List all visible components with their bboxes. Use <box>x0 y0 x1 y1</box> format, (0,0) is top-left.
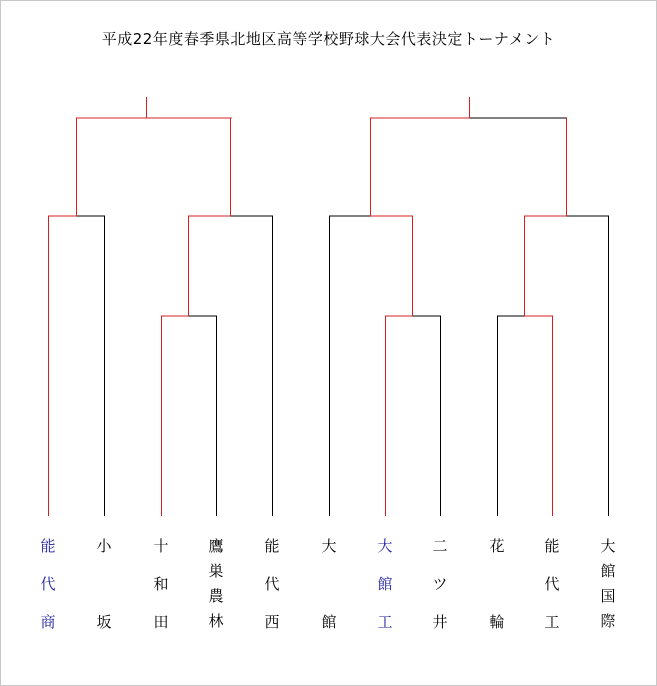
winner-path <box>371 216 413 316</box>
match-line <box>567 216 609 516</box>
match-line <box>77 216 105 516</box>
winner-path <box>386 316 413 516</box>
team-name-char: 林 <box>208 612 224 630</box>
team-name-char: 坂 <box>96 613 112 631</box>
team-name-char: 館 <box>377 575 393 593</box>
winner-path <box>49 216 77 516</box>
match-line <box>162 316 217 516</box>
team-name-char: 西 <box>264 613 280 631</box>
team-name-char: 田 <box>153 613 169 631</box>
team-name-char: 大 <box>377 537 393 555</box>
team-name-char: 商 <box>40 613 56 631</box>
match-line <box>498 316 525 516</box>
match-line <box>330 216 371 516</box>
winner-path <box>189 216 231 316</box>
winner-path <box>162 316 189 516</box>
team-name-char: 大 <box>600 537 616 555</box>
team-name-char: 代 <box>264 575 280 593</box>
bracket-lines-winner <box>49 97 567 516</box>
team-name-char: 和 <box>153 575 169 593</box>
team-name-char: 巣 <box>208 562 224 580</box>
team-name-char: 際 <box>600 612 616 630</box>
team-name-char: 十 <box>153 537 169 555</box>
team-name-char: 代 <box>544 575 560 593</box>
team-name-char: 輪 <box>489 613 505 631</box>
winner-path <box>147 118 231 216</box>
team-name-char: 館 <box>321 613 337 631</box>
team-name-char: 井 <box>432 613 448 631</box>
match-line <box>189 216 273 516</box>
team-name-char: 花 <box>489 537 505 555</box>
match-line <box>386 316 441 516</box>
winner-path <box>77 118 147 216</box>
team-name-char: 能 <box>40 537 56 555</box>
team-name-char: 大 <box>321 537 337 555</box>
winner-path <box>525 316 553 516</box>
bracket-lines-loser <box>77 118 609 516</box>
team-name-char: 国 <box>600 587 616 605</box>
team-name-char: 能 <box>544 537 560 555</box>
winner-path <box>371 118 470 216</box>
team-name-char: 工 <box>544 613 560 631</box>
team-name-char: 代 <box>40 575 56 593</box>
team-name-char: 農 <box>208 587 224 605</box>
team-name-char: 小 <box>96 537 112 555</box>
winner-path <box>525 216 567 316</box>
team-name-char: 鷹 <box>208 537 224 555</box>
team-name-char: 能 <box>264 537 280 555</box>
page-title: 平成22年度春季県北地区高等学校野球大会代表決定トーナメント <box>101 30 556 48</box>
team-name-char: 二 <box>432 537 448 555</box>
match-line <box>470 118 567 216</box>
team-name-char: 館 <box>600 562 616 580</box>
team-name-char: 工 <box>377 613 393 631</box>
team-name-char: ツ <box>432 575 448 593</box>
